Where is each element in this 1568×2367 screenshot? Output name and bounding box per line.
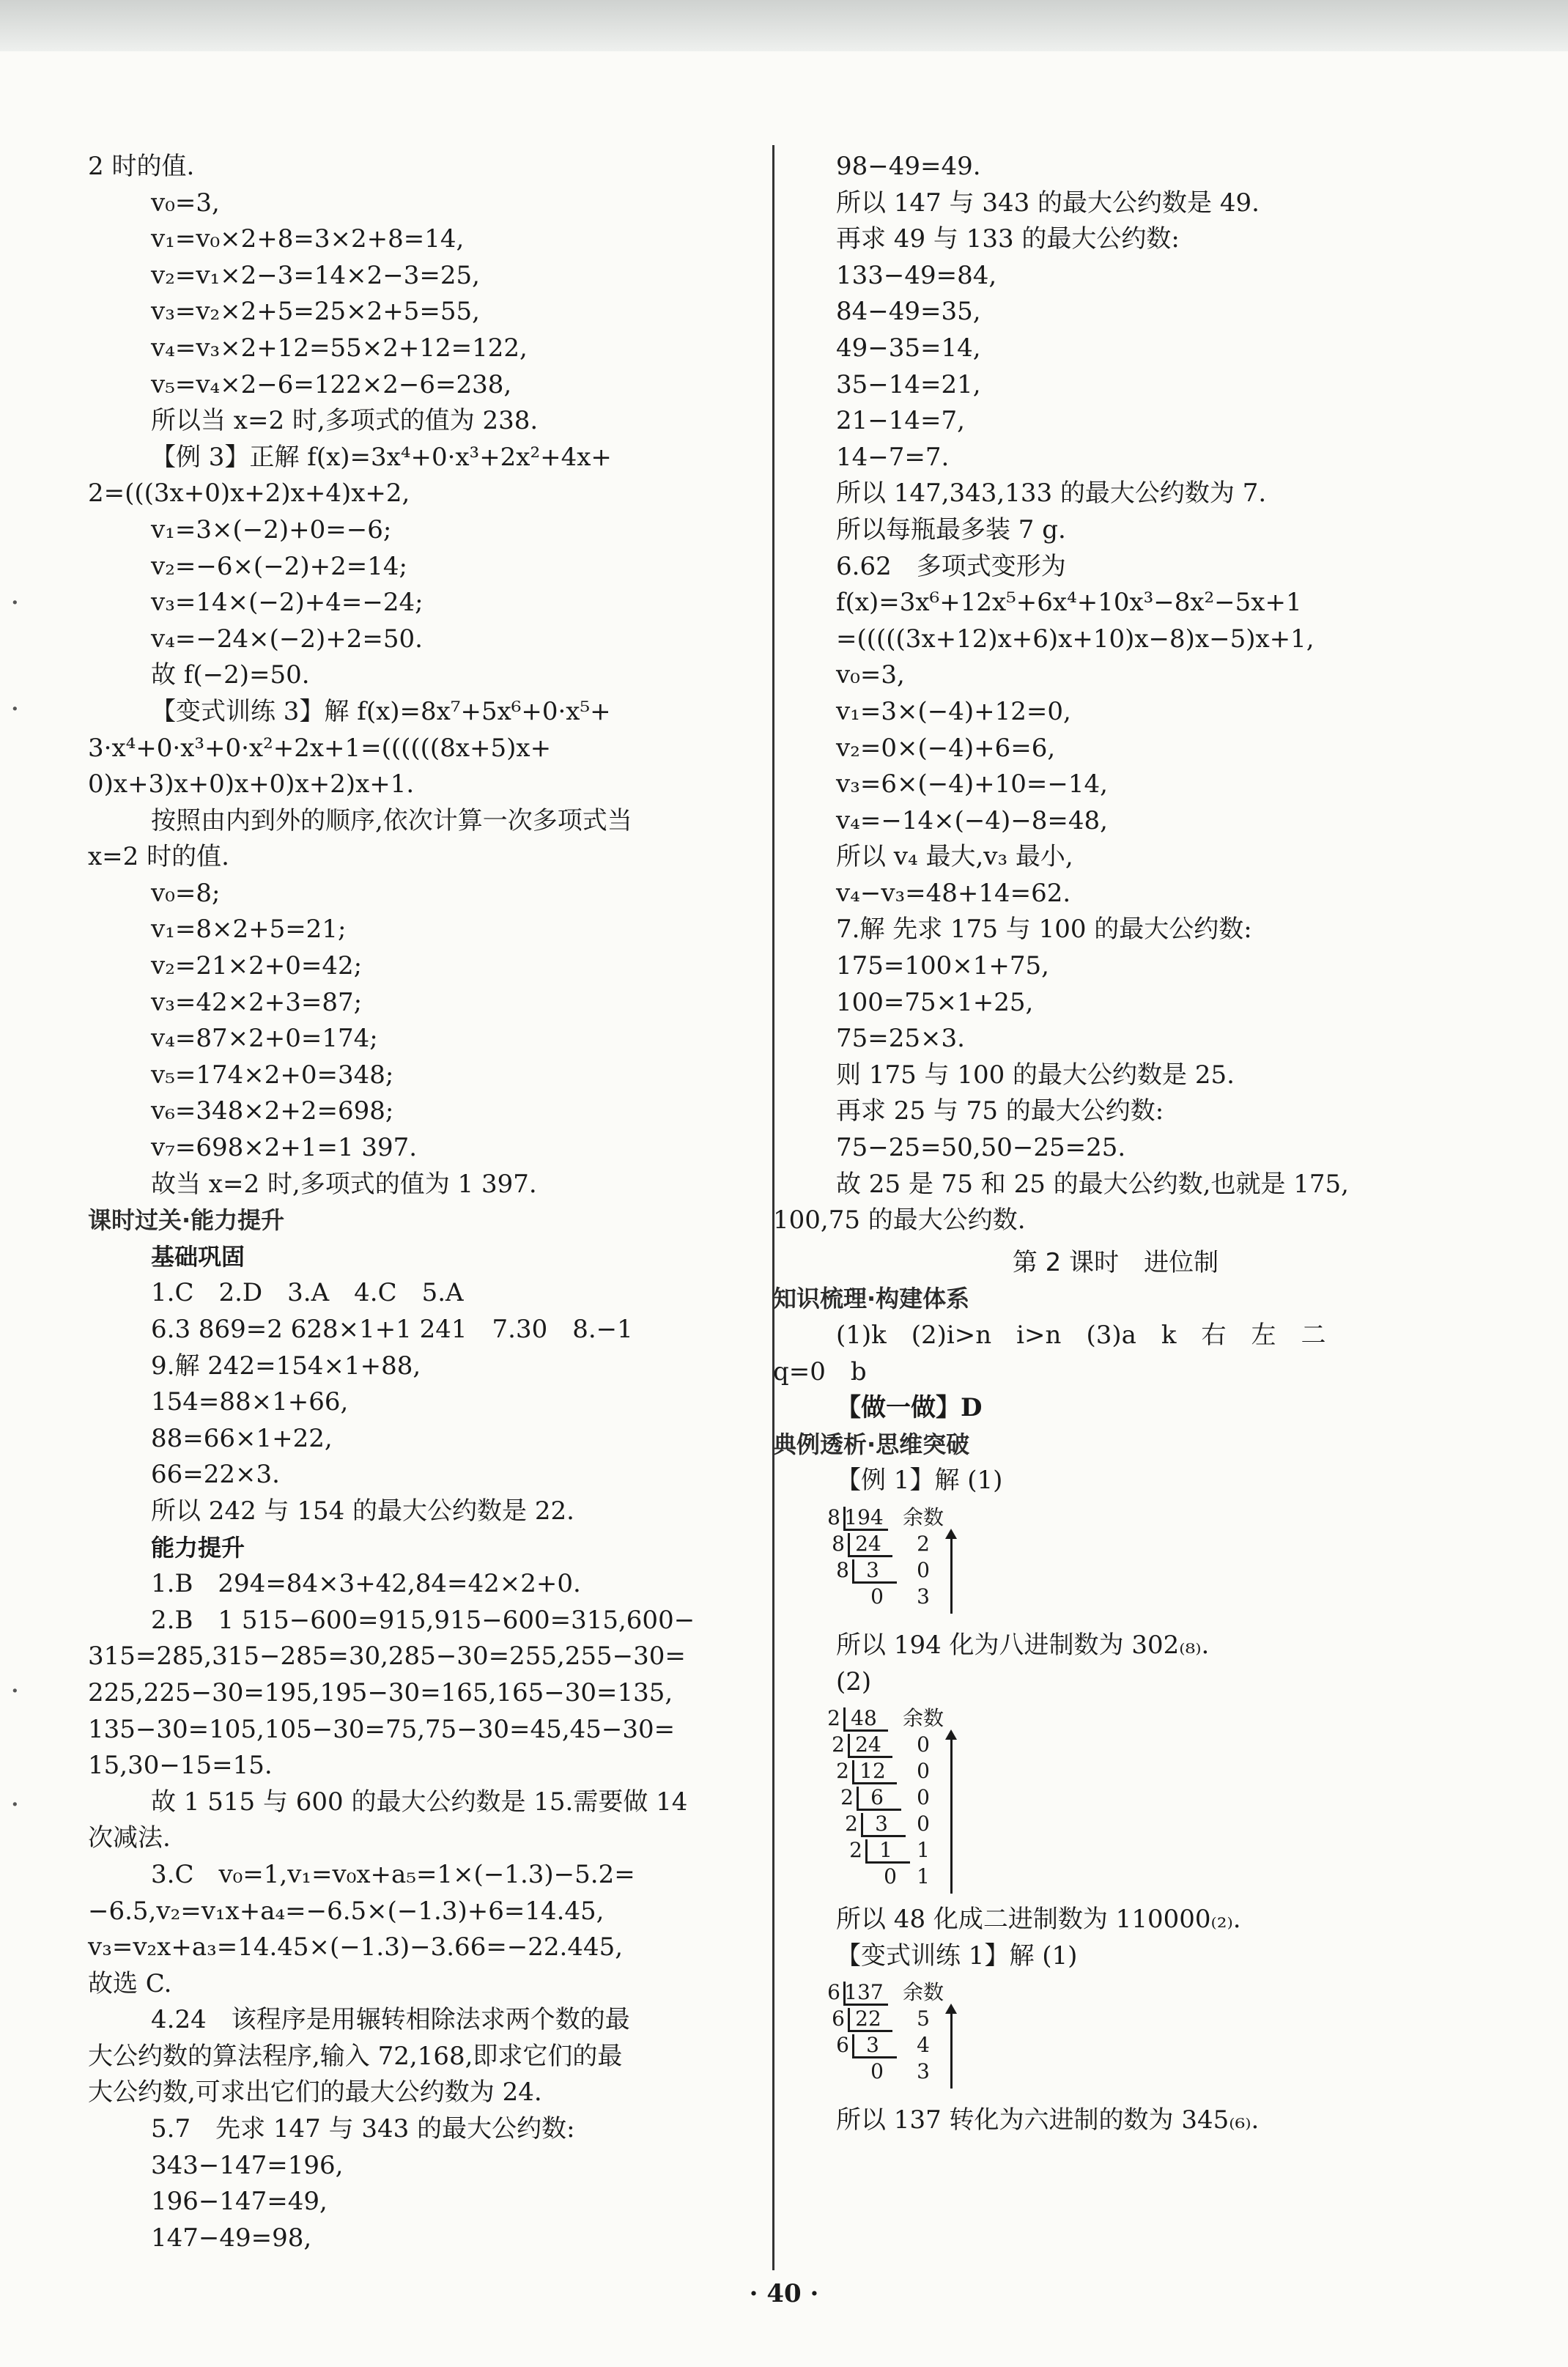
text-line: v₂=0×(−4)+6=6, <box>836 733 1056 763</box>
remainder-label: 1 <box>917 1864 930 1889</box>
left-column <box>88 149 747 2256</box>
text-line: v₂=21×2+0=42; <box>151 951 363 981</box>
quotient-label: 0 <box>870 1584 884 1609</box>
text-line: 175=100×1+75, <box>836 951 1049 981</box>
text-line: 147−49=98, <box>151 2223 312 2253</box>
text-line: f(x)=3x⁶+12x⁵+6x⁴+10x³−8x²−5x+1 <box>836 588 1302 618</box>
text-line: 9.解 242=154×1+88, <box>151 1351 421 1381</box>
text-line: v₃=42×2+3=87; <box>151 987 363 1017</box>
text-line: 【例 3】正解 f(x)=3x⁴+0·x³+2x²+4x+ <box>151 442 612 472</box>
text-line: v₇=698×2+1=1 397. <box>151 1133 418 1163</box>
quotient-label: 137 <box>844 1980 884 2005</box>
text-line: 75−25=50,50−25=25. <box>836 1133 1126 1163</box>
section-heading: 课时过关·能力提升 <box>88 1206 285 1235</box>
text-line: 154=88×1+66, <box>151 1387 349 1417</box>
text-line: v₅=v₄×2−6=122×2−6=238, <box>151 369 512 399</box>
text-line: 21−14=7, <box>836 406 965 436</box>
text-line: 343−147=196, <box>151 2150 344 2180</box>
quotient-label: 48 <box>851 1706 877 1731</box>
remainder-label: 余数 <box>902 1706 944 1731</box>
reading-order-arrow <box>950 1537 953 1614</box>
part2-label: (2) <box>836 1666 872 1696</box>
text-line: 98−49=49. <box>836 152 981 181</box>
text-line: 次减法. <box>88 1823 171 1853</box>
division-diagram-senary <box>824 1974 1458 2102</box>
margin-mark: · <box>10 586 20 620</box>
divisor-label: 2 <box>836 1759 849 1784</box>
remainder-label: 0 <box>917 1759 930 1784</box>
text-line: 7.解 先求 175 与 100 的最大公约数: <box>836 915 1252 945</box>
quotient-label: 24 <box>855 1531 881 1556</box>
remainder-label: 3 <box>917 1584 930 1609</box>
text-line: 6.3 869=2 628×1+1 241 7.30 8.−1 <box>151 1315 633 1344</box>
text-line: v₃=v₂x+a₃=14.45×(−1.3)−3.66=−22.445, <box>88 1932 624 1962</box>
text-line: −6.5,v₂=v₁x+a₄=−6.5×(−1.3)+6=14.45, <box>88 1896 604 1926</box>
text-line: 2.B 1 515−600=915,915−600=315,600− <box>151 1605 695 1635</box>
quotient-label: 0 <box>884 1864 897 1889</box>
remainder-label: 1 <box>917 1838 930 1863</box>
remainder-label: 4 <box>917 2033 930 2058</box>
text-line: v₀=8; <box>151 878 221 908</box>
text-line: 故 f(−2)=50. <box>151 660 310 690</box>
text-line: 故当 x=2 时,多项式的值为 1 397. <box>151 1169 537 1199</box>
remainder-label: 5 <box>917 2006 930 2031</box>
division-bracket <box>843 1982 888 2006</box>
division-bracket <box>852 1559 897 1584</box>
divisor-label: 2 <box>832 1732 845 1757</box>
quotient-label: 3 <box>866 1557 879 1582</box>
remainder-label: 余数 <box>902 1504 944 1529</box>
text-line: v₂=−6×(−2)+2=14; <box>151 551 407 581</box>
text-line: 135−30=105,105−30=75,75−30=45,45−30= <box>88 1714 676 1744</box>
division-bracket <box>843 1707 888 1732</box>
text-line: 所以每瓶最多装 7 g. <box>836 514 1066 544</box>
quotient-label: 1 <box>879 1838 892 1863</box>
text-line: 2=(((3x+0)x+2)x+4)x+2, <box>88 479 410 509</box>
result-line: 所以 194 化为八进制数为 302₍₈₎. <box>836 1630 1210 1660</box>
divisor-label: 2 <box>827 1706 840 1731</box>
text-line: v₁=v₀×2+8=3×2+8=14, <box>151 224 465 254</box>
remainder-label: 余数 <box>902 1980 944 2005</box>
text-line: 【变式训练 3】解 f(x)=8x⁷+5x⁶+0·x⁵+ <box>151 696 611 726</box>
remainder-label: 0 <box>917 1812 930 1836</box>
text-line: 196−147=49, <box>151 2187 328 2217</box>
text-line: v₃=14×(−2)+4=−24; <box>151 588 424 618</box>
text-line: v₆=348×2+2=698; <box>151 1096 394 1126</box>
right-column-top <box>773 149 1458 1239</box>
text-line: v₃=6×(−4)+10=−14, <box>836 769 1108 800</box>
text-line: 2 时的值. <box>88 152 195 181</box>
remainder-label: 0 <box>917 1732 930 1757</box>
text-line: 大公约数的算法程序,输入 72,168,即求它们的最 <box>88 2041 623 2071</box>
division-bracket <box>857 1787 901 1811</box>
quotient-label: 24 <box>855 1732 881 1757</box>
text-line: v₀=3, <box>151 188 220 218</box>
divisor-label: 8 <box>836 1557 849 1582</box>
text-line: 100=75×1+25, <box>836 987 1034 1017</box>
division-diagram-octal <box>824 1499 1458 1628</box>
example-heading: 典例透析·思维突破 <box>773 1430 970 1458</box>
division-bracket <box>865 1839 910 1864</box>
quotient-label: 12 <box>859 1759 886 1784</box>
text-line: 1.C 2.D 3.A 4.C 5.A <box>151 1278 464 1308</box>
quotient-label: 3 <box>866 2033 879 2058</box>
right-column <box>773 149 1458 2139</box>
text-line: 所以 242 与 154 的最大公约数是 22. <box>151 1496 574 1526</box>
reading-order-arrow <box>950 1738 953 1894</box>
text-line: 100,75 的最大公约数. <box>773 1205 1026 1236</box>
text-line: 再求 49 与 133 的最大公约数: <box>836 224 1180 254</box>
text-line: 则 175 与 100 的最大公约数是 25. <box>836 1060 1235 1090</box>
scan-top-band <box>0 0 1568 51</box>
quotient-label: 22 <box>855 2006 881 2031</box>
text-line: 故选 C. <box>88 1968 172 1998</box>
knowledge-line: (1)k (2)i>n i>n (3)a k 右 左 二 <box>836 1321 1326 1350</box>
section-title: 第 2 课时 进位制 <box>1012 1247 1219 1277</box>
text-line: 再求 25 与 75 的最大公约数: <box>836 1096 1164 1126</box>
try-line: 【做一做】D <box>836 1393 983 1423</box>
text-line: v₄−v₃=48+14=62. <box>836 878 1071 908</box>
division-bracket <box>852 1760 897 1784</box>
margin-mark: · <box>10 1788 20 1822</box>
text-line: 所以当 x=2 时,多项式的值为 238. <box>151 406 539 436</box>
result-line: 所以 48 化成二进制数为 110000₍₂₎. <box>836 1905 1241 1935</box>
text-line: 6.62 多项式变形为 <box>836 551 1066 581</box>
divisor-label: 8 <box>827 1504 840 1529</box>
variant1-label: 【变式训练 1】解 (1) <box>836 1941 1078 1971</box>
text-line: 88=66×1+22, <box>151 1423 333 1453</box>
text-line: 4.24 该程序是用辗转相除法求两个数的最 <box>151 2005 630 2035</box>
example1-label: 【例 1】解 (1) <box>836 1466 1003 1496</box>
division-bracket <box>848 1734 892 1758</box>
text-line: v₅=174×2+0=348; <box>151 1060 394 1090</box>
text-line: v₄=87×2+0=174; <box>151 1024 378 1054</box>
text-line: 84−49=35, <box>836 297 981 327</box>
remainder-label: 0 <box>917 1785 930 1810</box>
division-bracket <box>848 2008 892 2032</box>
text-line: 315=285,315−285=30,285−30=255,255−30= <box>88 1642 686 1672</box>
division-bracket <box>861 1813 906 1837</box>
division-bracket <box>843 1504 888 1531</box>
knowledge-heading: 知识梳理·构建体系 <box>773 1285 970 1313</box>
text-line: v₄=−24×(−2)+2=50. <box>151 624 423 654</box>
text-line: 15,30−15=15. <box>88 1751 273 1781</box>
text-line: 133−49=84, <box>836 260 997 290</box>
text-line: 49−35=14, <box>836 333 981 363</box>
text-line: v₁=8×2+5=21; <box>151 915 347 945</box>
text-line: 所以 v₄ 最大,v₃ 最小, <box>836 842 1073 872</box>
text-line: 75=25×3. <box>836 1024 965 1054</box>
subsection-heading: 能力提升 <box>151 1533 245 1562</box>
text-line: 所以 147 与 343 的最大公约数是 49. <box>836 188 1260 218</box>
text-line: 5.7 先求 147 与 343 的最大公约数: <box>151 2114 575 2144</box>
text-line: v₀=3, <box>836 660 905 690</box>
text-line: 0)x+3)x+0)x+0)x+2)x+1. <box>88 769 415 800</box>
reading-order-arrow <box>950 2012 953 2089</box>
division-diagram-binary <box>824 1700 1458 1902</box>
text-line: 大公约数,可求出它们的最大公约数为 24. <box>88 2078 542 2108</box>
subsection-heading: 基础巩固 <box>151 1242 245 1271</box>
text-line: 故 1 515 与 600 的最大公约数是 15.需要做 14 <box>151 1787 688 1817</box>
divisor-label: 2 <box>845 1812 858 1836</box>
text-line: v₁=3×(−4)+12=0, <box>836 696 1071 726</box>
text-line: 14−7=7. <box>836 442 950 472</box>
quotient-label: 0 <box>870 2059 884 2084</box>
remainder-label: 0 <box>917 1557 930 1582</box>
text-line: 故 25 是 75 和 25 的最大公约数,也就是 175, <box>836 1169 1349 1199</box>
margin-mark: · <box>10 693 20 726</box>
text-line: v₂=v₁×2−3=14×2−3=25, <box>151 260 480 290</box>
text-line: 66=22×3. <box>151 1460 280 1490</box>
text-line: 所以 147,343,133 的最大公约数为 7. <box>836 479 1267 509</box>
divisor-label: 8 <box>832 1531 845 1556</box>
divisor-label: 6 <box>836 2033 849 2058</box>
divisor-label: 6 <box>827 1980 840 2005</box>
knowledge-line: q=0 b <box>773 1356 867 1386</box>
division-bracket <box>852 2034 897 2058</box>
text-line: x=2 时的值. <box>88 842 229 872</box>
text-line: 225,225−30=195,195−30=165,165−30=135, <box>88 1677 673 1707</box>
text-line: 按照由内到外的顺序,依次计算一次多项式当 <box>151 805 632 835</box>
page-number: · 40 · <box>749 2279 819 2308</box>
text-line: v₄=−14×(−4)−8=48, <box>836 805 1108 835</box>
divisor-label: 2 <box>849 1838 862 1863</box>
text-line: v₄=v₃×2+12=55×2+12=122, <box>151 333 528 363</box>
division-bracket <box>848 1533 892 1557</box>
quotient-label: 3 <box>875 1812 888 1836</box>
remainder-label: 3 <box>917 2059 930 2084</box>
text-line: 35−14=21, <box>836 369 981 399</box>
text-line: 3.C v₀=1,v₁=v₀x+a₅=1×(−1.3)−5.2= <box>151 1859 635 1889</box>
remainder-label: 2 <box>917 1531 930 1556</box>
divisor-label: 2 <box>840 1785 854 1810</box>
margin-mark: · <box>10 1674 20 1708</box>
result-line: 所以 137 转化为六进制的数为 345₍₆₎. <box>836 2105 1260 2135</box>
text-line: 3·x⁴+0·x³+0·x²+2x+1=((((((8x+5)x+ <box>88 733 552 763</box>
text-line: v₁=3×(−2)+0=−6; <box>151 514 392 544</box>
divisor-label: 6 <box>832 2006 845 2031</box>
text-line: =(((((3x+12)x+6)x+10)x−8)x−5)x+1, <box>836 624 1314 654</box>
text-line: 1.B 294=84×3+42,84=42×2+0. <box>151 1569 581 1599</box>
quotient-label: 194 <box>844 1504 884 1529</box>
text-line: v₃=v₂×2+5=25×2+5=55, <box>151 297 480 327</box>
quotient-label: 6 <box>870 1785 884 1810</box>
